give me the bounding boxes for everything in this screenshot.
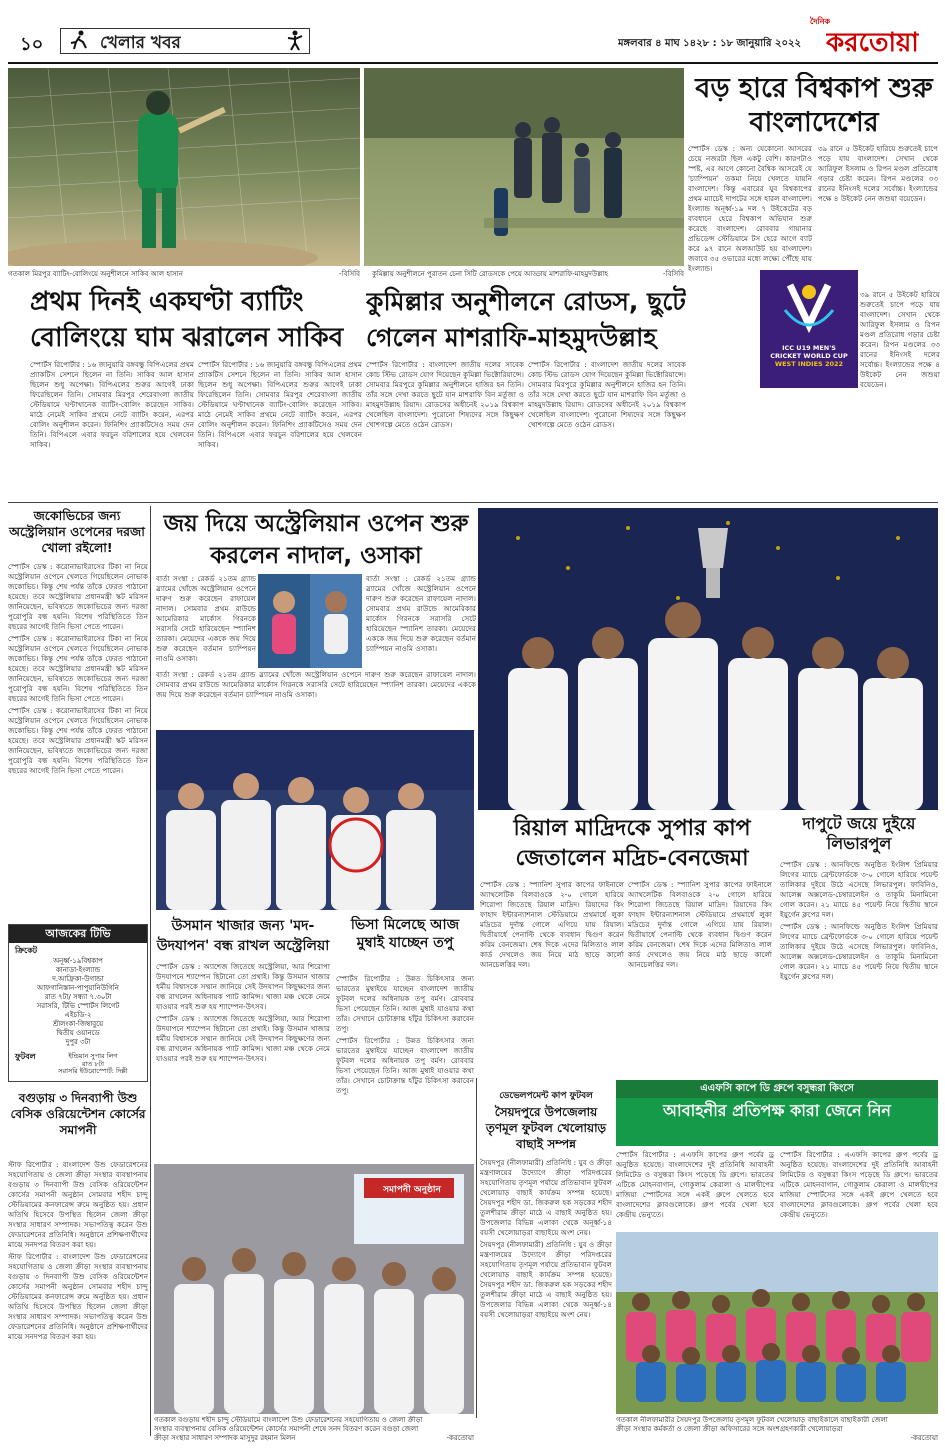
nadal-body-col2 xyxy=(366,574,476,668)
comilla-body-col2 xyxy=(528,360,686,498)
shakib-photo-credit: -বিসিবি xyxy=(339,270,360,278)
wc-logo-line2: CRICKET WORLD CUP xyxy=(770,352,848,360)
bogura-body-text: স্টাফ রিপোর্টার : বাংলাদেশ উশু ফেডারেশনের সহযোগিতায় ও জেলা ক্রীড়া সংস্থার ব্যবস্থাপনায় বগুড়ায় ৩ দিনব্যাপী উশু বেসিক ওরিয়েন্টেশন কোর্সের সমাপনী অনুষ্ঠান সোমবার শহীদ চান্দু স্টেডিয়ামের কনফারেন্স রুমে অনুষ্ঠিত হয়। প্রধান অতিথি হিসেবে উপস্থিত ছিলেন জেলা ক্রীড়া সংস্থার সাধারণ সম্পাদক। সভাপতিত্ব করেন উশু ফেডারেশনের প্রতিনিধি। অনুষ্ঠানে প্রশিক্ষণার্থীদের মাঝে সনদপত্র বিতরণ করা হয়। xyxy=(8,1160,148,1249)
bogura-body xyxy=(8,1160,148,1425)
wc-body-col3 xyxy=(860,290,940,390)
nilphamari-kicker: ডেভেলপমেন্ট কাপ ফুটবল xyxy=(499,1091,593,1101)
bogura-wushu-photo xyxy=(154,1164,474,1414)
today-tv-box xyxy=(8,924,148,1082)
comilla-body-text-2: স্পোর্টস রিপোর্টার : বাংলাদেশ জাতীয় দলের সাবেক কোচ স্টিভ রোডস যোগ দিয়েছেন কুমিল্লা ভিক্টোরিয়ান্সে। সোমবার মিরপুরে কুমিল্লার অনুশীলনে হাজির হন তিনি। তাঁর সঙ্গে দেখা করতে ছুটে যান মাশরাফি বিন মর্তুজা ও মাহমুদউল্লাহ রিয়াদ। রোডসের অধীনেই ২০১৯ বিশ্বকাপ খেলেছিল বাংলাদেশ। পুরোনো শিষ্যদের সঙ্গে কিছুক্ষণ খোশগল্পে মেতে ওঠেন রোডস। xyxy=(528,360,686,429)
goalkeeper-icon xyxy=(284,30,306,52)
real-body-col2 xyxy=(628,880,772,1076)
nadal-body-col3 xyxy=(156,670,476,728)
newspaper-logo: করতোয়া xyxy=(826,28,919,58)
comilla-headline: কুমিল্লার অনুশীলনে রোডস, ছুটে গেলেন মাশরাফি-মাহমুদউল্লাহ xyxy=(366,287,686,352)
comilla-practice-photo xyxy=(364,68,684,266)
visa-body-text-2: স্পোর্টস রিপোর্টার : উন্নত চিকিৎসার জন্য ভারতের মুম্বাইয়ে যাচ্ছেন বাংলাদেশ জাতীয় ফুটবল দলের অধিনায়ক তপু বর্মণ। রোববার ভিসা পেয়েছেন তিনি। আজ মুম্বাই যাওয়ার কথা তাঁর। সেখানে চোটাক্রান্ত হাঁটুর চিকিৎসা করাবেন তপু। xyxy=(336,1036,474,1095)
shakib-body-text-2: স্পোর্টস রিপোর্টার : ১৬ জানুয়ারি বঙ্গবন্ধু বিপিএলের প্রথম প্র্যাকটিস সেশনে ছিলেন না তিনি। সাকিব আল হাসান ছিলেন শুধু অপেক্ষা। বিপিএলের শুরুর আগেই ঢাকা ফিরেছিলেন তিনি। সোমবার মিরপুর শেরেবাংলা জাতীয় স্টেডিয়ামে ঘণ্টাখানেক ব্যাটিং-বোলিং করেছেন সাকিব। মাঠে নেমেই সাকিব প্রথমে নেটে ব্যাটিং করেন, এরপর বোলিং অনুশীলন করেন। ফিনিশিং প্র্যাকটিসেও সময় দেন তিনি। বিপিএলে এবার ফরচুন বরিশালের হয়ে খেলবেন সাকিব। xyxy=(198,360,362,449)
shakib-photo xyxy=(8,68,360,266)
wc-body-text-3: ৩৯ রানে ৫ উইকেট হারিয়ে শুরুতেই চাপে পড়ে যায় বাংলাদেশ। সেখান থেকে আরিফুল ইসলাম ও রিপন মণ্ডল প্রতিরোধ গড়ার চেষ্টা করেন। রিপন মণ্ডলের ৩৩ রানের ইনিংসই দলের সর্বোচ্চ। ইংল্যান্ডের পক্ষে ৪ উইকেট নেন জশুয়া বয়েডেন। xyxy=(860,290,940,389)
tv-cricket-line2: কানাডা-ইংল্যান্ড xyxy=(55,966,101,974)
khawaja-body xyxy=(156,962,330,1162)
saidpur-photo-credit: -করতোয়া xyxy=(910,1434,938,1442)
djokovic-body-text-3: স্পোর্টস ডেস্ক : করোনাভাইরাসের টিকা না নিয়ে অস্ট্রেলিয়ান ওপেনে খেলতে গিয়েছিলেন নোভাক জকোভিচ। কিন্তু শেষ পর্যন্ত তাঁকে ফেরত পাঠানো হয়েছে। তবে অস্ট্রেলিয়ার প্রধানমন্ত্রী স্কট মরিসন জানিয়েছেন, ভবিষ্যতে জকোভিচের জন্য দরজা পুরোপুরি বন্ধ হয়নি। বিশেষ পরিস্থিতিতে তিন বছরের আগেই তিনি ভিসা পেতে পারেন। xyxy=(8,706,148,775)
tv-football-line1: ইন্ডিয়ান সুপার লিগ xyxy=(68,1052,118,1060)
afc-body-col1 xyxy=(616,1150,774,1230)
today-tv-title: আজকের টিভি xyxy=(9,925,147,943)
visa-headline: ভিসা মিলেছে আজ মুম্বাই যাচ্ছেন তপু xyxy=(350,917,460,951)
djokovic-headline: জকোভিচের জন্য অস্ট্রেলিয়ান ওপেনের দরজা খোলা রইলো! xyxy=(9,508,145,555)
tv-cricket-line5: রাত ৭টা/ সন্ধ্যা ৭.৩০টা xyxy=(44,993,112,1001)
row-divider-1 xyxy=(8,502,938,503)
bogura-headline: বগুড়ায় ৩ দিনব্যাপী উশু বেসিক ওরিয়েন্টেশন কোর্সের সমাপনী xyxy=(10,1091,146,1137)
tv-football-line3: সরাসরি ইউরোস্পোর্ট: দিল্লী xyxy=(58,1067,128,1075)
shakib-body-text: স্পোর্টস রিপোর্টার : ১৬ জানুয়ারি বঙ্গবন্ধু বিপিএলের প্রথম প্র্যাকটিস সেশনে ছিলেন না তিনি। সাকিব আল হাসান ছিলেন শুধু অপেক্ষা। বিপিএলের শুরুর আগেই ঢাকা ফিরেছিলেন তিনি। সোমবার মিরপুর শেরেবাংলা জাতীয় স্টেডিয়ামে ঘণ্টাখানেক ব্যাটিং-বোলিং করেছেন সাকিব। মাঠে নেমেই সাকিব প্রথমে নেটে ব্যাটিং করেন, এরপর বোলিং অনুশীলন করেন। ফিনিশিং প্র্যাকটিসেও সময় দেন তিনি। বিপিএলে এবার ফরচুন বরিশালের হয়ে খেলবেন সাকিব। xyxy=(30,360,194,449)
djokovic-body xyxy=(8,562,148,920)
tv-cricket-line1: অনূর্ধ্ব-১৯বিশ্বকাপ xyxy=(53,957,103,965)
khawaja-body-text: স্পোর্টস ডেস্ক : অ্যাশেজ জিতেছে অস্ট্রেলিয়া, আর শিরোপা উদযাপনে শ্যাম্পেন ছিটানো তো প্রথাই। কিন্তু উসমান খাজার ধর্মীয় বিশ্বাসকে সম্মান জানিয়ে সেই উদযাপন কিছুক্ষণের জন্য বন্ধ রাখলেন অধিনায়ক প্যাট কামিন্স। খাজা মঞ্চ থেকে নেমে যাওয়ার পরই শুরু হয় শ্যাম্পেন-উৎসব। xyxy=(156,962,330,1011)
comilla-photo-credit: -বিসিবি xyxy=(663,270,684,278)
nilphamari-headline: সৈয়দপুরে উপজেলায় তৃণমূল ফুটবল খেলোয়াড় বাছাই সম্পন্ন xyxy=(485,1105,607,1151)
liverpool-body xyxy=(780,860,938,1076)
section-title: খেলার খবর xyxy=(100,33,181,53)
liverpool-headline: দাপুটে জয়ে দুইয়ে লিভারপুল xyxy=(802,814,916,853)
nilphamari-body-text: সৈয়দপুর (নীলফামারী) প্রতিনিধি : যুব ও ক্রীড়া মন্ত্রণালয়ের উদ্যোগে ক্রীড়া পরিদপ্তরের সহযোগিতায় তৃণমূল পর্যায়ে প্রতিভাবান ফুটবল খেলোয়াড় বাছাই কার্যক্রম সম্পন্ন হয়েছে। সৈয়দপুর শহীদ ডা. জিকরুল হক সড়কের শহীদ তুলশীরাম ক্রীড়া মাঠে এ বাছাই অনুষ্ঠিত হয়। উপজেলার বিভিন্ন এলাকা থেকে অনূর্ধ্ব-১৪ বয়সী খেলোয়াড়রা বাছাইয়ে অংশ নেয়। xyxy=(480,1158,612,1237)
comilla-photo-caption: কুমিল্লায় অনুশীলনে পুরাতন চেনা সিটি রোডসকে পেয়ে আড্ডায় মাশরাফি-মাহমুদউল্লাহ xyxy=(372,270,609,278)
col-divider-left xyxy=(150,506,151,1436)
real-madrid-photo xyxy=(478,508,938,810)
nadal-body-text-3: বার্তা সংস্থা : রেকর্ড ২১তম গ্র্যান্ড স্ল্যামের খোঁজে অস্ট্রেলিয়ান ওপেনে দারুণ শুরু করেছেন রাফায়েল নাদাল। সোমবার প্রথম রাউন্ডে আমেরিকার মার্কোস গিরনকে সরাসরি সেটে হারিয়েছেন স্প্যানিশ তারকা। মেয়েদের এককে জয় দিয়ে শুরু করেছেন বর্তমান চ্যাম্পিয়ন নাওমি ওসাকা। xyxy=(156,670,476,699)
real-body-text: স্পোর্টস ডেস্ক : স্প্যানিশ সুপার কাপের ফাইনালে অ্যাথলেটিক বিলবাওকে ২-০ গোলে হারিয়ে শিরোপা জিতেছে রিয়াল মাদ্রিদ। রিয়াদের কিং ফাহাদ ইন্টারন্যাশনাল স্টেডিয়ামে প্রথমার্ধে লুকা মদ্রিচের দুর্দান্ত গোলে এগিয়ে যায় রিয়াল। দ্বিতীয়ার্ধে পেনাল্টি থেকে ব্যবধান দ্বিগুণ করেন করিম বেনজেমা। শেষ দিকে এদের মিলিতাও লাল কার্ড দেখলেও জয় নিয়ে মাঠ ছাড়ে কার্লো আনচেলত্তির দল। xyxy=(480,880,624,969)
real-body-col1 xyxy=(480,880,624,1076)
afc-body-text-2: স্পোর্টস রিপোর্টার : এএফসি কাপের গ্রুপ পর্বের ড্র অনুষ্ঠিত হয়েছে। বাংলাদেশের দুই প্রতিনিধি আবাহনী লিমিটেড ও বসুন্ধরা কিংস পড়েছে ডি গ্রুপে। ভারতের এটিকে মোহনবাগান, গোকুলাম কেরালা ও মালদ্বীপের মাজিয়া স্পোর্টসের সঙ্গে একই গ্রুপে খেলতে হবে বাংলাদেশের ক্লাবগুলোকে। গ্রুপ পর্বের খেলা হবে কেন্দ্রীয় ভেন্যুতে। xyxy=(780,1150,938,1219)
nadal-headline: জয় দিয়ে অস্ট্রেলিয়ান ওপেন শুরু করলেন নাদাল, ওসাকা xyxy=(163,511,469,569)
tv-cricket-label: ক্রিকেট xyxy=(15,946,38,955)
tv-football-line2: রাত ৮টা xyxy=(81,1059,105,1068)
nadal-osaka-photo xyxy=(258,574,362,668)
afc-body-text: স্পোর্টস রিপোর্টার : এএফসি কাপের গ্রুপ পর্বের ড্র অনুষ্ঠিত হয়েছে। বাংলাদেশের দুই প্রতিনিধি আবাহনী লিমিটেড ও বসুন্ধরা কিংস পড়েছে ডি গ্রুপে। ভারতের এটিকে মোহনবাগান, গোকুলাম কেরালা ও মালদ্বীপের মাজিয়া স্পোর্টসের সঙ্গে একই গ্রুপে খেলতে হবে বাংলাদেশের ক্লাবগুলোকে। গ্রুপ পর্বের খেলা হবে কেন্দ্রীয় ভেন্যুতে। xyxy=(616,1150,774,1219)
col-divider-bottom xyxy=(476,1078,477,1418)
tv-cricket-line6: সরাসরি, টিভি স্পোর্টস লিগেট xyxy=(36,1002,120,1010)
liverpool-body-text-2: স্পোর্টস ডেস্ক : আনফিল্ডে অনুষ্ঠিত ইংলিশ প্রিমিয়ার লিগের ম্যাচে ব্রেন্টফোর্ডকে ৩-০ গোলে হারিয়ে পয়েন্ট তালিকার দুইয়ে উঠে এসেছে লিভারপুল। ফাবিনিও, আলেক্স অক্সলেড-চেম্বারলেইন ও তাকুমি মিনামিনো গোল করেন। ২১ ম্যাচে ৪৫ পয়েন্ট নিয়ে দ্বিতীয় স্থানে ইয়ুর্গেন ক্লপের দল। xyxy=(780,922,938,981)
real-headline: রিয়াল মাদ্রিদকে সুপার কাপ জেতালেন মদ্রিচ-বেনজেমা xyxy=(513,816,751,871)
wc-body-text-2: ৩৯ রানে ৫ উইকেট হারিয়ে শুরুতেই চাপে পড়ে যায় বাংলাদেশ। সেখান থেকে আরিফুল ইসলাম ও রিপন মণ্ডল প্রতিরোধ গড়ার চেষ্টা করেন। রিপন মণ্ডলের ৩৩ রানের ইনিংসই দলের সর্বোচ্চ। ইংল্যান্ডের পক্ষে ৪ উইকেট নেন জশুয়া বয়েডেন। xyxy=(818,144,938,203)
logo-daily: দৈনিক xyxy=(810,17,831,26)
wc-headline: বড় হারে বিশ্বকাপ শুরু বাংলাদেশের xyxy=(695,73,933,138)
tv-football-label: ফুটবল xyxy=(15,1052,36,1061)
runner-icon xyxy=(68,30,90,50)
afc-kicker-box xyxy=(616,1080,938,1098)
saidpur-photo-caption: গতকাল নীলফামারীর সৈয়দপুর উপজেলায় তৃণমূল ফুটবল খেলোয়াড় বাছাইকালে বাছাইকারী জেলা ক্রীড়া সংস্থার কর্মকর্তা ও জেলা ক্রীড়া অফিসারের সঙ্গে অংশগ্রহণকারী খেলোয়াড়রা xyxy=(616,1416,888,1433)
liverpool-body-text: স্পোর্টস ডেস্ক : আনফিল্ডে অনুষ্ঠিত ইংলিশ প্রিমিয়ার লিগের ম্যাচে ব্রেন্টফোর্ডকে ৩-০ গোলে হারিয়ে পয়েন্ট তালিকার দুইয়ে উঠে এসেছে লিভারপুল। ফাবিনিও, আলেক্স অক্সলেড-চেম্বারলেইন ও তাকুমি মিনামিনো গোল করেন। ২১ ম্যাচে ৪৫ পয়েন্ট নিয়ে দ্বিতীয় স্থানে ইয়ুর্গেন ক্লপের দল। xyxy=(780,860,938,919)
tv-cricket-line7: এইচডি-২ xyxy=(64,1011,92,1019)
visa-body-text: স্পোর্টস রিপোর্টার : উন্নত চিকিৎসার জন্য ভারতের মুম্বাইয়ে যাচ্ছেন বাংলাদেশ জাতীয় ফুটবল দলের অধিনায়ক তপু বর্মণ। রোববার ভিসা পেয়েছেন তিনি। আজ মুম্বাই যাওয়ার কথা তাঁর। সেখানে চোটাক্রান্ত হাঁটুর চিকিৎসা করাবেন তপু। xyxy=(336,974,474,1033)
real-body-text-2: স্পোর্টস ডেস্ক : স্প্যানিশ সুপার কাপের ফাইনালে অ্যাথলেটিক বিলবাওকে ২-০ গোলে হারিয়ে শিরোপা জিতেছে রিয়াল মাদ্রিদ। রিয়াদের কিং ফাহাদ ইন্টারন্যাশনাল স্টেডিয়ামে প্রথমার্ধে লুকা মদ্রিচের দুর্দান্ত গোলে এগিয়ে যায় রিয়াল। দ্বিতীয়ার্ধে পেনাল্টি থেকে ব্যবধান দ্বিগুণ করেন করিম বেনজেমা। শেষ দিকে এদের মিলিতাও লাল কার্ড দেখলেও জয় নিয়ে মাঠ ছাড়ে কার্লো আনচেলত্তির দল। xyxy=(628,880,772,969)
u19-wc-logo xyxy=(760,270,858,388)
page-header xyxy=(0,0,945,64)
shakib-body-col2 xyxy=(198,360,362,498)
ashes-celebration-photo xyxy=(156,730,474,910)
saidpur-football-photo xyxy=(616,1232,938,1414)
wc-body-text: স্পোর্টস ডেস্ক : অন্য যেকোনো আসরের চেয়ে নজরটা ছিল একটু বেশি। কারণটাও স্পষ্ট, এর আগে কোনো বৈশ্বিক আসরেই যে 'চ্যাম্পিয়ন' তকমা নিয়ে খেলতে যায়নি বাংলাদেশ। কিন্তু এবারের যুব বিশ্বকাপের প্রথম ম্যাচেই দাপটের সঙ্গে হারল বাংলাদেশ। ইংল্যান্ড অনূর্ধ্ব-১৯ দল ৭ উইকেটের বড় ব্যবধানে হেরে বিশ্বকাপ অভিযান শুরু করেছে বাংলাদেশ। রোববার গায়ানার প্রভিডেন্স স্টেডিয়ামে টস হেরে আগে ব্যাট করে ৯৭ রানে অলআউট হয় বাংলাদেশ। জবাবে ৩৫ ওভারের মধ্যে লক্ষ্যে পৌঁছে যায় ইংল্যান্ড। xyxy=(688,144,812,273)
tv-cricket-line4: আফগানিস্তান-পাপুয়ানিউগিনি xyxy=(37,984,119,992)
tv-srilanka-line2: দ্বিতীয় ওয়ানডে xyxy=(56,1029,100,1037)
header-rule xyxy=(8,62,938,64)
bogura-photo-credit: -করতোয়া xyxy=(446,1434,474,1442)
nadal-body-col1 xyxy=(156,574,256,668)
wushu-banner-text: সমাপনী অনুষ্ঠান xyxy=(383,1185,441,1195)
khawaja-body-text-2: স্পোর্টস ডেস্ক : অ্যাশেজ জিতেছে অস্ট্রেলিয়া, আর শিরোপা উদযাপনে শ্যাম্পেন ছিটানো তো প্রথাই। কিন্তু উসমান খাজার ধর্মীয় বিশ্বাসকে সম্মান জানিয়ে সেই উদযাপন কিছুক্ষণের জন্য বন্ধ রাখলেন অধিনায়ক প্যাট কামিন্স। খাজা মঞ্চ থেকে নেমে যাওয়ার পরই শুরু হয় শ্যাম্পেন-উৎসব। xyxy=(156,1014,330,1063)
page-number: ১০ xyxy=(20,34,44,55)
nilphamari-body xyxy=(480,1158,612,1410)
tv-srilanka-line: শ্রীলংকা-জিম্বাবুয়ে xyxy=(52,1020,104,1028)
tv-srilanka-line3: দুপুর ৩টা xyxy=(65,1038,91,1046)
tv-cricket-line3: দ.আফ্রিকা-উগান্ডা xyxy=(52,975,104,983)
khawaja-headline: উসমান খাজার জন্য 'মদ-উদযাপন' বন্ধ রাখল অস্ট্রেলিয়া xyxy=(156,918,330,954)
comilla-body-text: স্পোর্টস রিপোর্টার : বাংলাদেশ জাতীয় দলের সাবেক কোচ স্টিভ রোডস যোগ দিয়েছেন কুমিল্লা ভিক্টোরিয়ান্সে। সোমবার মিরপুরে কুমিল্লার অনুশীলনে হাজির হন তিনি। তাঁর সঙ্গে দেখা করতে ছুটে যান মাশরাফি বিন মর্তুজা ও মাহমুদউল্লাহ রিয়াদ। রোডসের অধীনেই ২০১৯ বিশ্বকাপ খেলেছিল বাংলাদেশ। পুরোনো শিষ্যদের সঙ্গে কিছুক্ষণ খোশগল্পে মেতে ওঠেন রোডস। xyxy=(366,360,524,429)
nilphamari-body-text-2: সৈয়দপুর (নীলফামারী) প্রতিনিধি : যুব ও ক্রীড়া মন্ত্রণালয়ের উদ্যোগে ক্রীড়া পরিদপ্তরের সহযোগিতায় তৃণমূল পর্যায়ে প্রতিভাবান ফুটবল খেলোয়াড় বাছাই কার্যক্রম সম্পন্ন হয়েছে। সৈয়দপুর শহীদ ডা. জিকরুল হক সড়কের শহীদ তুলশীরাম ক্রীড়া মাঠে এ বাছাই অনুষ্ঠিত হয়। উপজেলার বিভিন্ন এলাকা থেকে অনূর্ধ্ব-১৪ বয়সী খেলোয়াড়রা বাছাইয়ে অংশ নেয়। xyxy=(480,1240,612,1319)
section-bar xyxy=(60,28,310,54)
shakib-photo-caption: গতকাল মিরপুর ব্যাটিং-বোলিংয়ে অনুশীলনে সাকিব আল হাসান xyxy=(8,270,183,278)
djokovic-body-text: স্পোর্টস ডেস্ক : করোনাভাইরাসের টিকা না নিয়ে অস্ট্রেলিয়ান ওপেনে খেলতে গিয়েছিলেন নোভাক জকোভিচ। কিন্তু শেষ পর্যন্ত তাঁকে ফেরত পাঠানো হয়েছে। তবে অস্ট্রেলিয়ার প্রধানমন্ত্রী স্কট মরিসন জানিয়েছেন, ভবিষ্যতে জকোভিচের জন্য দরজা পুরোপুরি বন্ধ হয়নি। বিশেষ পরিস্থিতিতে তিন বছরের আগেই তিনি ভিসা পেতে পারেন। xyxy=(8,562,148,631)
bogura-body-text-2: স্টাফ রিপোর্টার : বাংলাদেশ উশু ফেডারেশনের সহযোগিতায় ও জেলা ক্রীড়া সংস্থার ব্যবস্থাপনায় বগুড়ায় ৩ দিনব্যাপী উশু বেসিক ওরিয়েন্টেশন কোর্সের সমাপনী অনুষ্ঠান সোমবার শহীদ চান্দু স্টেডিয়ামের কনফারেন্স রুমে অনুষ্ঠিত হয়। প্রধান অতিথি হিসেবে উপস্থিত ছিলেন জেলা ক্রীড়া সংস্থার সাধারণ সম্পাদক। সভাপতিত্ব করেন উশু ফেডারেশনের প্রতিনিধি। অনুষ্ঠানে প্রশিক্ষণার্থীদের মাঝে সনদপত্র বিতরণ করা হয়। xyxy=(8,1252,148,1341)
afc-headline: আবাহনীর প্রতিপক্ষ কারা জেনে নিন xyxy=(663,1101,891,1120)
djokovic-body-text-2: স্পোর্টস ডেস্ক : করোনাভাইরাসের টিকা না নিয়ে অস্ট্রেলিয়ান ওপেনে খেলতে গিয়েছিলেন নোভাক জকোভিচ। কিন্তু শেষ পর্যন্ত তাঁকে ফেরত পাঠানো হয়েছে। তবে অস্ট্রেলিয়ার প্রধানমন্ত্রী স্কট মরিসন জানিয়েছেন, ভবিষ্যতে জকোভিচের জন্য দরজা পুরোপুরি বন্ধ হয়নি। বিশেষ পরিস্থিতিতে তিন বছরের আগেই তিনি ভিসা পেতে পারেন। xyxy=(8,634,148,703)
nadal-body-text-2: বার্তা সংস্থা : রেকর্ড ২১তম গ্র্যান্ড স্ল্যামের খোঁজে অস্ট্রেলিয়ান ওপেনে দারুণ শুরু করেছেন রাফায়েল নাদাল। সোমবার প্রথম রাউন্ডে আমেরিকার মার্কোস গিরনকে সরাসরি সেটে হারিয়েছেন স্প্যানিশ তারকা। মেয়েদের এককে জয় দিয়ে শুরু করেছেন বর্তমান চ্যাম্পিয়ন নাওমি ওসাকা। xyxy=(366,574,476,653)
afc-body-col2 xyxy=(780,1150,938,1230)
shakib-headline: প্রথম দিনই একঘণ্টা ব্যাটিং বোলিংয়ে ঘাম ঝরালেন সাকিব xyxy=(30,287,344,353)
visa-body xyxy=(336,974,474,1162)
afc-headline-box xyxy=(616,1098,938,1146)
wc-logo-line3: WEST INDIES 2022 xyxy=(774,360,844,368)
nadal-body-text: বার্তা সংস্থা : রেকর্ড ২১তম গ্র্যান্ড স্ল্যামের খোঁজে অস্ট্রেলিয়ান ওপেনে দারুণ শুরু করেছেন রাফায়েল নাদাল। সোমবার প্রথম রাউন্ডে আমেরিকার মার্কোস গিরনকে সরাসরি সেটে হারিয়েছেন স্প্যানিশ তারকা। মেয়েদের এককে জয় দিয়ে শুরু করেছেন বর্তমান চ্যাম্পিয়ন নাওমি ওসাকা। xyxy=(156,574,256,663)
issue-date: মঙ্গলবার ৪ মাঘ ১৪২৮ : ১৮ জানুয়ারি ২০২২ xyxy=(618,38,802,49)
comilla-body-col1 xyxy=(366,360,524,498)
shakib-body-col1 xyxy=(30,360,194,498)
afc-kicker: এএফসি কাপে ডি গ্রুপে বসুন্ধরা কিংসে xyxy=(700,1083,854,1094)
bogura-photo-caption: গতকাল বগুড়ায় শহীদ চান্দু স্টেডিয়ামে বাংলাদেশ উশু ফেডারেশনের সহযোগিতায় ও জেলা ক্রীড়া সংস্থার ব্যবস্থাপনায় বেসিক ওরিয়েন্টেশন কোর্সের সমাপনী শেষে সনদ বিতরণ করেন বগুড়া জেলা ক্রীড়া সংস্থার সাধারণ সম্পাদক মাসুদুর রহমান মিলন xyxy=(154,1416,423,1442)
wc-logo-line1: ICC U19 MEN'S xyxy=(782,344,836,352)
